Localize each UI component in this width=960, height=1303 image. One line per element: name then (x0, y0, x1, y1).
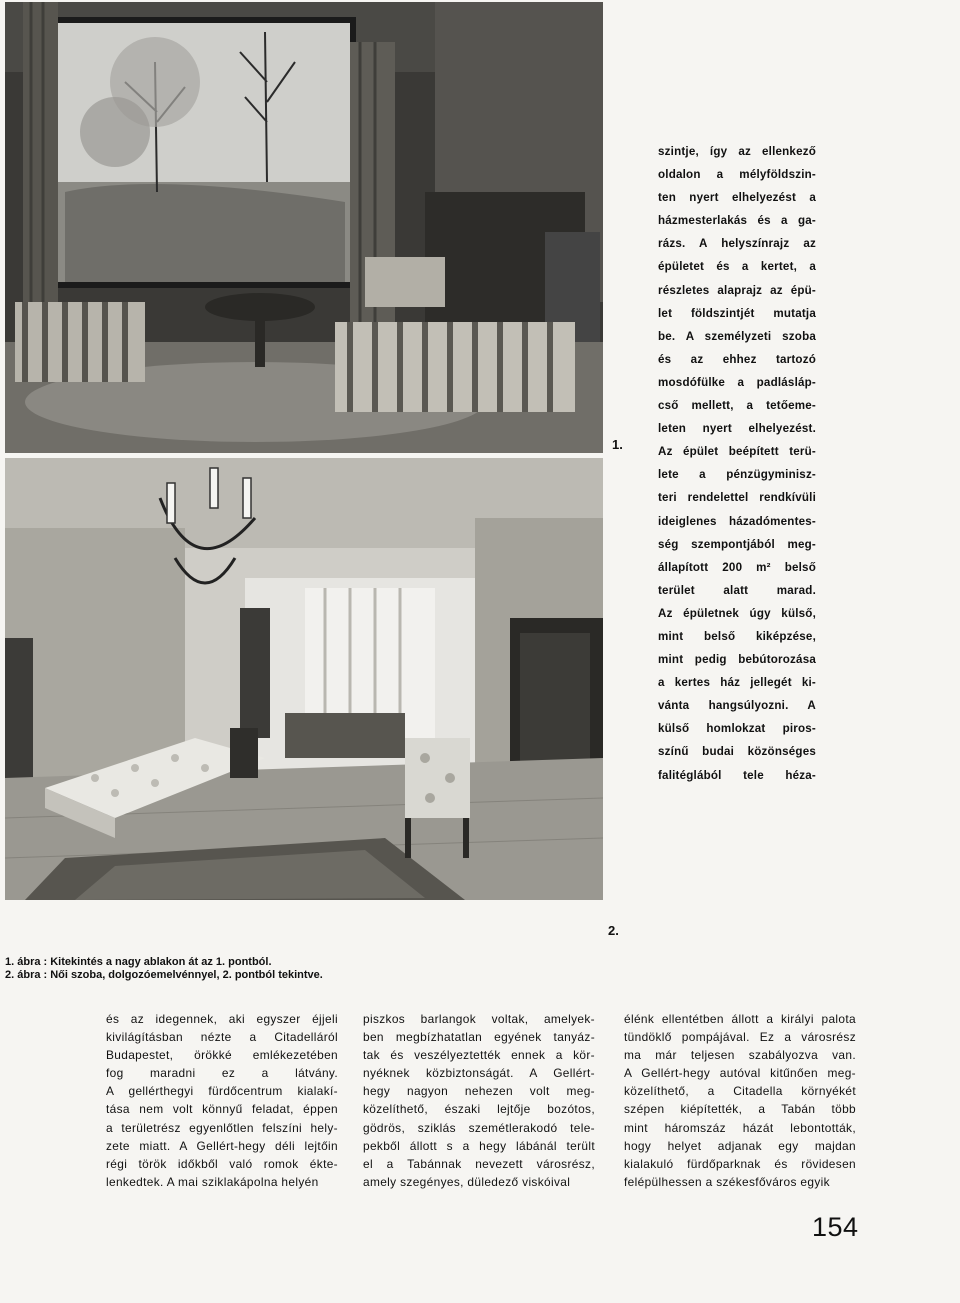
figure-captions (5, 956, 605, 982)
body-column-1 (106, 1010, 338, 1191)
sidebar-line: mint belső kiképzése, (658, 629, 816, 643)
caption-figure-2: 2. ábra : Női szoba, dolgozóemelvénnyel, 2. pontból tekintve. (5, 969, 323, 981)
sidebar-line: mosdófülke a padlásláp- (658, 375, 816, 389)
sidebar-line: épületet és a kertet, a (658, 260, 816, 274)
sidebar-line: Az épületnek úgy külső, (658, 606, 816, 620)
text-line: tása nem volt könnyű feladat, éppen (106, 1102, 338, 1117)
text-line: ma már teljesen szabályozva van. (624, 1048, 856, 1063)
text-line: közelíthető, a Citadella környékét (624, 1084, 856, 1099)
body-column-3 (624, 1010, 856, 1191)
sidebar-line: falitéglából tele héza- (658, 768, 816, 782)
photo-living-room-window (5, 2, 603, 453)
sidebar-line: be. A személyzeti szoba (658, 329, 816, 343)
text-line: fog maradni ez a látvány. (106, 1066, 338, 1081)
sidebar-line: ten nyert elhelyezést a (658, 191, 816, 205)
text-line: régi török időkből való romok ékte- (106, 1156, 338, 1171)
living-room-photo-drawing (5, 2, 603, 453)
text-line: pekből állott s a hegy lábánál terült (363, 1138, 595, 1153)
text-line: tak és veszélyeztették ennek a kör- (363, 1048, 595, 1063)
sidebar-line: állapított 200 m² belső (658, 560, 816, 574)
text-line: amely szegényes, düledező viskóival (363, 1174, 571, 1189)
text-line: tündöklő pompájával. Ez a városrész (624, 1030, 856, 1045)
sidebar-line: vánta hangsúlyozni. A (658, 699, 816, 713)
text-line: A gellérthegyi fürdőcentrum kialakí- (106, 1084, 338, 1099)
caption-figure-1: 1. ábra : Kitekintés a nagy ablakon át az 1. pontból. (5, 956, 272, 968)
sidebar-line: oldalon a mélyföldszin- (658, 168, 816, 182)
text-line: lenkedtek. A mai sziklakápolna helyén (106, 1174, 319, 1189)
text-line: zete miatt. A Gellért-hegy déli lejtőin (106, 1138, 338, 1153)
text-line: A Gellért-hegy autóval kitűnően meg- (624, 1066, 856, 1081)
body-column-2 (363, 1010, 595, 1191)
text-line: a területrész egyenlőtlen felszíni hely- (106, 1120, 338, 1135)
sidebar-line: teri rendelettel rendkívüli (658, 491, 816, 505)
sidebar-line: mint pedig bebútorozása (658, 653, 816, 667)
text-line: nyéknek közbiztonságát. A Gellért- (363, 1066, 595, 1081)
text-line: Budapestet, örökké emlékezetében (106, 1048, 338, 1063)
text-line: hogy helyet adjanak egy majdan (624, 1138, 856, 1153)
photo-ladys-room (5, 458, 603, 900)
sidebar-line: részletes alaprajz az épü- (658, 283, 816, 297)
sidebar-line: ideiglenes házadómentes- (658, 514, 816, 528)
text-line: és az idegennek, aki egyszer éjjeli (106, 1012, 338, 1026)
text-line: gödrös, sziklás szemétlerakodó tele- (363, 1120, 595, 1135)
text-line: közelíthető, északi lejtője bozótos, (363, 1102, 595, 1117)
text-line: élénk ellentétben állott a királyi palota (624, 1012, 856, 1026)
sidebar-line: ség szempontjából meg- (658, 537, 816, 551)
text-line: kialakuló fürdőparknak és rövidesen (624, 1156, 856, 1171)
figure-1-number: 1. (612, 437, 623, 452)
figure-2-number: 2. (608, 923, 619, 938)
sidebar-line: lete a pénzügyminisz- (658, 468, 816, 482)
sidebar-line: cső mellett, a tetőeme- (658, 399, 816, 413)
text-line: ben megbízhatatlan egyének tanyáz- (363, 1030, 595, 1045)
text-line: piszkos barlangok voltak, amelyek- (363, 1012, 595, 1026)
sidebar-line: szintje, így az ellenkező (658, 145, 816, 158)
page-number: 154 (812, 1212, 859, 1242)
sidebar-line: a kertes ház jellegét ki- (658, 676, 816, 690)
text-line: szépen kiépítették, a Tabán több (624, 1102, 856, 1117)
sidebar-line: leten nyert elhelyezést. (658, 422, 816, 436)
sidebar-line: Az épület beépített terü- (658, 445, 816, 459)
sidebar-line: külső homlokzat piros- (658, 722, 816, 736)
sidebar-line: terület alatt marad. (658, 583, 816, 597)
sidebar-line: rázs. A helyszínrajz az (658, 237, 816, 251)
sidebar-line: színű budai közönséges (658, 745, 816, 759)
text-line: felépülhessen a székesfőváros egyik (624, 1174, 830, 1189)
sidebar-line: házmesterlakás és a ga- (658, 214, 816, 228)
text-line: el a Tabánnak nevezett városrész, (363, 1156, 595, 1171)
ladys-room-photo-drawing (5, 458, 603, 900)
sidebar-line: és az ehhez tartozó (658, 352, 816, 366)
text-line: kivilágításban nézte a Citadelláról (106, 1030, 338, 1045)
text-line: hegy nagyon nehezen volt meg- (363, 1084, 595, 1099)
text-line: mint háromszáz házát lebontották, (624, 1120, 856, 1135)
sidebar-text-column (658, 140, 816, 787)
sidebar-line: let földszintjét mutatja (658, 306, 816, 320)
